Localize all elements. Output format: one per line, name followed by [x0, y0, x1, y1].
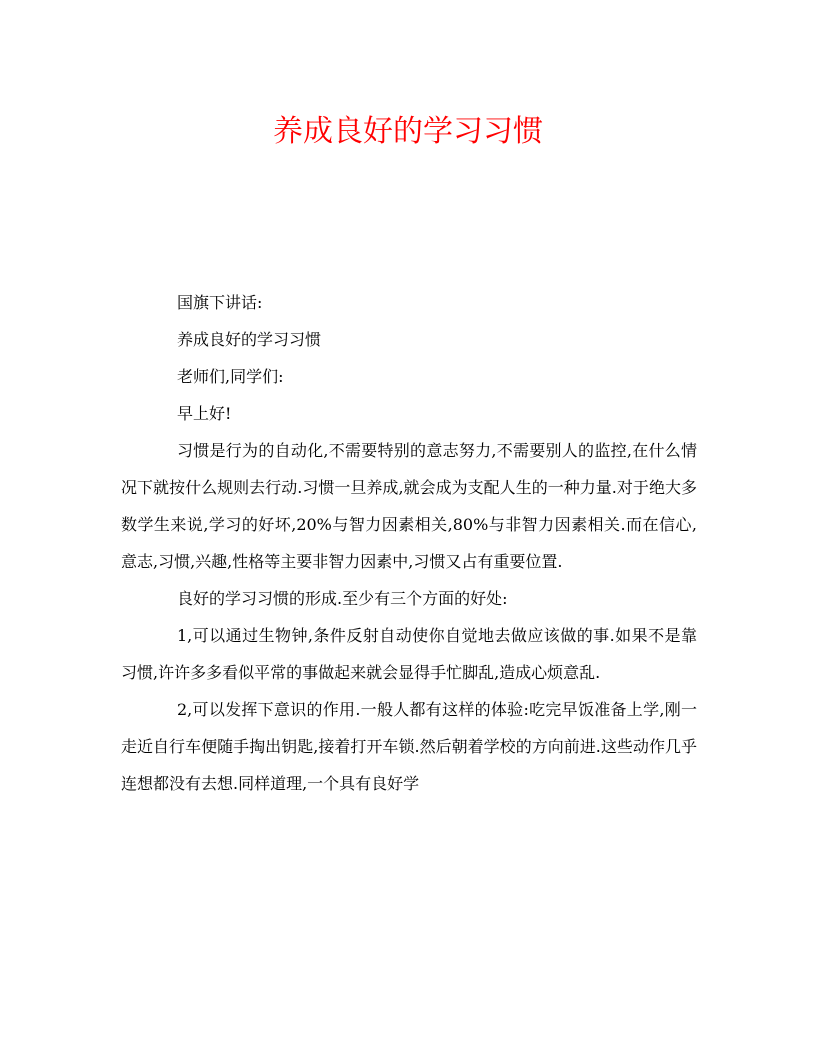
paragraph-benefit-1: 1,可以通过生物钟,条件反射自动使你自觉地去做应该做的事.如果不是靠习惯,许许多多看似平常的事做起来就会显得手忙脚乱,造成心烦意乱. [121, 626, 697, 682]
document-title: 养成良好的学习习惯 [273, 114, 543, 149]
paragraph-benefits-intro: 良好的学习习惯的形成.至少有三个方面的好处: [177, 589, 508, 608]
speech-subtitle: 养成良好的学习习惯 [177, 330, 322, 349]
paragraph-habit-definition: 习惯是行为的自动化,不需要特别的意志努力,不需要别人的监控,在什么情况下就按什么规则去行动.习惯一旦养成,就会成为支配人生的一种力量.对于绝大多数学生来说,学习的好坏,20%与智力因素相关,80%与非智力因素相关.而在信心,意志,习惯,兴趣,性格等主要非智力因素中,习惯又占有重要位置. [121, 441, 697, 571]
speech-heading: 国旗下讲话: [177, 293, 263, 312]
paragraph-benefit-2: 2,可以发挥下意识的作用.一般人都有这样的体验:吃完早饭准备上学,刚一走近自行车便随手掏出钥匙,接着打开车锁.然后朝着学校的方向前进.这些动作几乎连想都没有去想.同样道理,一个具有良好学 [121, 700, 697, 793]
greeting: 早上好! [177, 404, 232, 423]
salutation: 老师们,同学们: [177, 367, 284, 386]
document-body [121, 284, 697, 802]
